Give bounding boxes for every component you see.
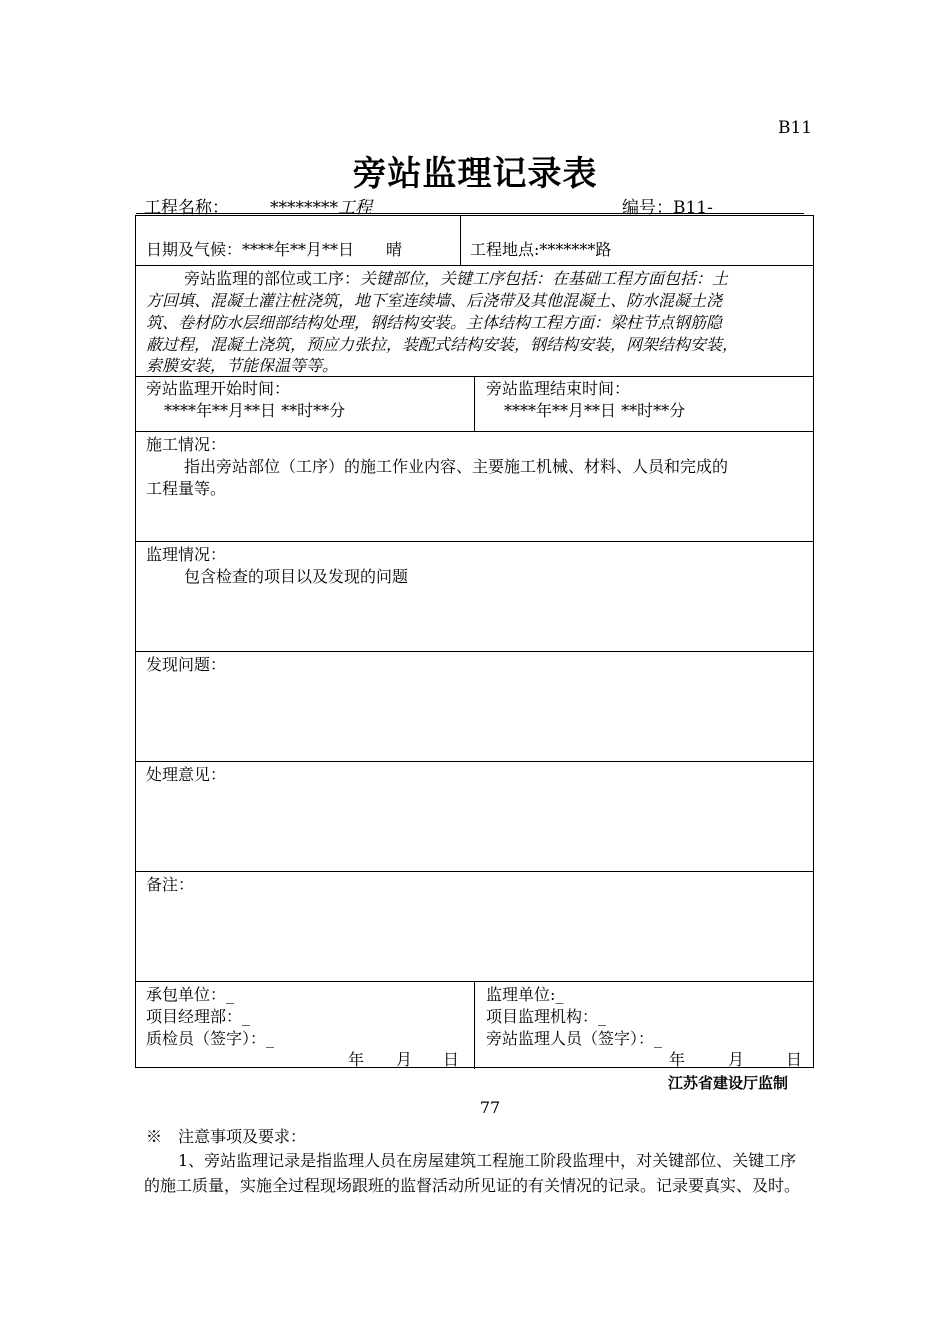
row-divider xyxy=(136,265,813,266)
row-divider xyxy=(136,541,813,542)
problems-label: 发现问题： xyxy=(146,655,227,674)
contractor-year: 年 xyxy=(348,1050,365,1069)
parts-text-line: 筑、卷材防水层细部结构处理，钢结构安装。主体结构工程方面：梁柱节点钢筋隐 xyxy=(146,313,723,332)
issuer-footer: 江苏省建设厅监制 xyxy=(668,1074,789,1092)
page-title: 旁站监理记录表 xyxy=(352,154,598,194)
contractor-unit: 承包单位：_ xyxy=(146,985,235,1004)
column-divider xyxy=(474,981,475,1069)
parts-text-line: 蔽过程，混凝土浇筑，预应力张拉，装配式结构安装，钢结构安装，网架结构安装， xyxy=(146,335,739,354)
page-number: 77 xyxy=(479,1098,501,1117)
column-divider xyxy=(474,376,475,431)
parts-text-line: 索膜安装，节能保温等等。 xyxy=(146,356,339,375)
supervisor-year: 年 xyxy=(669,1050,686,1069)
form-code: B11 xyxy=(778,118,813,138)
row-divider xyxy=(136,871,813,872)
construction-label: 施工情况： xyxy=(146,435,227,454)
start-time-label: 旁站监理开始时间： xyxy=(146,379,291,398)
notes-title: ※ 注意事项及要求： xyxy=(146,1127,307,1146)
construction-text: 工程量等。 xyxy=(146,479,227,498)
contractor-dept: 项目经理部：_ xyxy=(146,1007,251,1026)
project-name-value: ********工程 xyxy=(270,198,372,218)
header-underline xyxy=(136,213,804,214)
work-location: 工程地点:*******路 xyxy=(470,240,612,259)
row-divider xyxy=(136,431,813,432)
supervisor-org: 项目监理机构：_ xyxy=(486,1007,607,1026)
parts-label: 旁站监理的部位或工序： xyxy=(184,269,361,288)
project-name-label: 工程名称： xyxy=(144,198,229,218)
row-divider xyxy=(136,651,813,652)
parts-text-line: 关键部位，关键工序包括：在基础工程方面包括：土 xyxy=(360,269,729,288)
supervisor-person: 旁站监理人员（签字）：_ xyxy=(486,1029,663,1048)
construction-text: 指出旁站部位（工序）的施工作业内容、主要施工机械、材料、人员和完成的 xyxy=(184,457,729,476)
parts-text-line: 方回填、混凝土灌注桩浇筑，地下室连续墙、后浇带及其他混凝土、防水混凝土浇 xyxy=(146,291,723,310)
handling-label: 处理意见： xyxy=(146,765,227,784)
row-divider xyxy=(136,761,813,762)
form-header xyxy=(136,193,804,218)
parts-first-line xyxy=(184,268,728,290)
remarks-label: 备注： xyxy=(146,875,195,894)
supervisor-day: 日 xyxy=(786,1050,803,1069)
date-weather: 日期及气候：****年**月**日 晴 xyxy=(146,240,403,259)
contractor-month: 月 xyxy=(396,1050,413,1069)
form-number-label: 编号：B11- xyxy=(622,198,713,218)
supervision-text: 包含检查的项目以及发现的问题 xyxy=(184,567,409,586)
start-time-value: ****年**月**日 **时**分 xyxy=(164,401,346,420)
contractor-day: 日 xyxy=(443,1050,460,1069)
supervisor-month: 月 xyxy=(728,1050,745,1069)
supervisor-unit: 监理单位:_ xyxy=(486,985,564,1004)
supervision-label: 监理情况： xyxy=(146,545,227,564)
column-divider xyxy=(460,216,461,265)
end-time-value: ****年**月**日 **时**分 xyxy=(504,401,686,420)
record-form-table xyxy=(135,215,814,1068)
notes-item-1: 1、旁站监理记录是指监理人员在房屋建筑工程施工阶段监理中，对关键部位、关键工序的施工质量，实施全过程现场跟班的监督活动所见证的有关情况的记录。记录要真实、及时。 xyxy=(144,1151,801,1195)
end-time-label: 旁站监理结束时间： xyxy=(486,379,631,398)
contractor-inspector: 质检员（签字）：_ xyxy=(146,1029,275,1048)
